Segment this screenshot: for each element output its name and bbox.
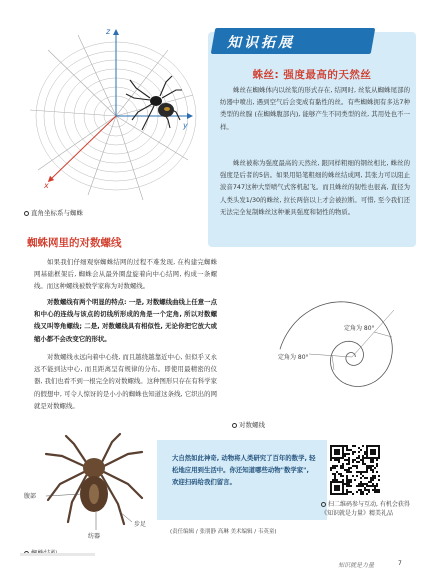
editors-credit: (责任编辑 / 张朋静 高琳 美术编辑 / 韦英童) — [170, 529, 277, 535]
knowledge-title: 蛛丝: 强度最高的天然丝 — [252, 69, 372, 81]
logarithmic-spiral-figure — [224, 262, 419, 422]
angle-label-top: 定角为 80° — [344, 325, 375, 332]
page-number: 7 — [398, 560, 402, 567]
axis-z-label: z — [106, 27, 111, 36]
footer-brand: 知识就是力量 — [338, 562, 375, 569]
section-paragraph-3: 对数螺线永远向着中心绕, 而且越绕越靠近中心, 但似乎又永远不能到达中心, 而且距离呈有规律的分布。即使用最精密的仪器, 我们也看不到一根完全的对数螺线。这种图形只存在有科学家的假想中, 可令人惊讶的是小小的蜘蛛也知道这条线, 它织出的网就是对数螺线。 — [34, 353, 217, 410]
section-paragraph-2: 对数螺线有两个明显的特点: 一是, 对数螺线曲线上任意一点和中心的连线与该点的切线所形成的角是一个定角, 所以对数螺线又叫等角螺线; 二是, 对数螺线具有相似性, 无论你把它放大或缩小都不会改变它的形状。 — [34, 298, 217, 343]
angle-label-left: 定角为 80° — [278, 354, 309, 361]
knowledge-paragraph-1: 蛛丝在蜘蛛体内以丝浆的形式存在, 结网时, 丝浆从蜘蛛尾部的纺器中喷出, 遇到空气后会变成有黏性的丝。有些蜘蛛拥有多达7种类型的丝腺 (在蜘蛛腹部内), 能够产生不同类型的丝, 其用处也不一样。 — [220, 86, 410, 131]
spiral-figure-caption — [232, 420, 265, 429]
qr-code-icon[interactable] — [330, 445, 380, 495]
label-leg: 步足 — [134, 521, 147, 528]
qr-code-graphic — [330, 445, 380, 495]
spider-web-figure — [18, 20, 203, 212]
qr-caption-text: 扫二维码参与互动, 有机会获得《知识就是力量》精美礼品 — [321, 501, 410, 517]
spider-web-illustration — [18, 20, 203, 212]
knowledge-header-label: 知识拓展 — [227, 35, 295, 51]
spider-structure-illustration — [24, 432, 174, 547]
section-title: 蜘蛛网里的对数螺线 — [27, 237, 122, 249]
footer-divider — [20, 553, 95, 556]
section-paragraph-1: 如果我们仔细观察蜘蛛结网的过程不难发现, 在构建完蜘蛛网基础框架后, 蜘蛛会从最外圈盘旋着向中心结网, 构成一条螺线。而这种螺线被数学家称为对数螺线。 — [34, 258, 217, 291]
axis-x-label: x — [44, 181, 49, 190]
spiral-figure-caption-text: 对数螺线 — [239, 421, 265, 429]
caption-bullet-icon — [24, 211, 29, 216]
knowledge-extension-header — [213, 28, 373, 56]
caption-bullet-icon — [232, 423, 237, 428]
promo-text: 大自然如此神奇, 动物将人类研究了百年的数学, 轻松地应用到生活中。你还知道哪些动物"数学家", 欢迎扫码给我们留言。 — [172, 454, 316, 486]
web-figure-caption — [24, 208, 83, 217]
caption-bullet-icon — [321, 502, 326, 507]
web-figure-caption-text: 直角坐标系与蜘蛛 — [31, 209, 83, 217]
label-spinneret: 纺器 — [88, 533, 101, 540]
qr-caption — [321, 500, 411, 518]
label-abdomen: 腹部 — [24, 493, 37, 500]
knowledge-paragraph-2: 蛛丝被称为强度最高的天然丝, 跟同样粗细的钢丝相比, 蛛丝的强度是后者的5倍。如果用铅笔粗细的蛛丝结成网, 其张力可以阻止波音747这种大型喷气式客机起飞。而且蛛丝的韧性也很高, 直径为人类头发1/30的蛛丝, 拉长两倍以上才会被拉断。可惜, 至今我们还无法完全复制蛛丝这种兼具强度和韧性的物质。 — [220, 159, 410, 216]
axis-y-label: y — [183, 121, 188, 130]
logarithmic-spiral-diagram — [224, 262, 419, 422]
spider-structure-figure — [24, 432, 174, 547]
